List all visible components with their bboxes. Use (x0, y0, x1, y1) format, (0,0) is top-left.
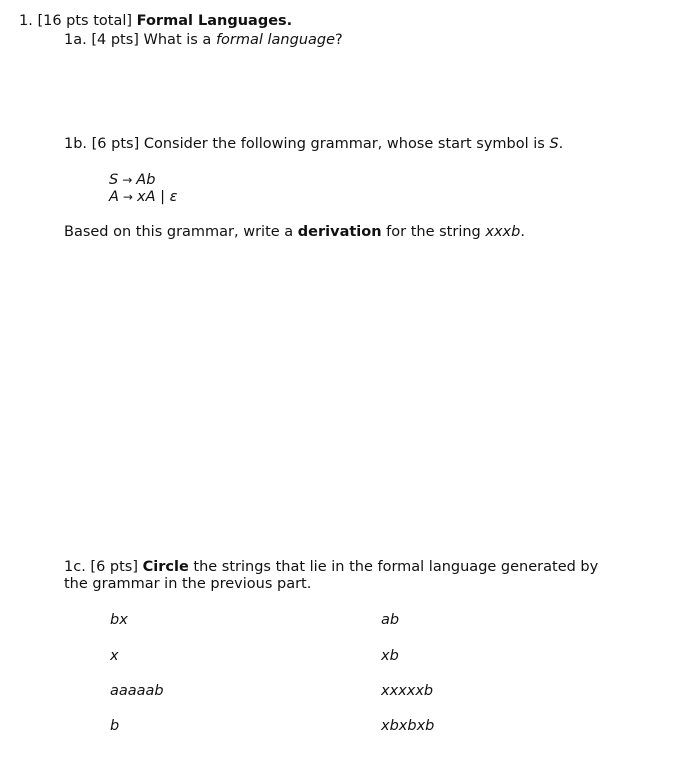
q1a-text: What is a (143, 32, 212, 48)
option-string[interactable]: xb (381, 648, 399, 664)
q1c-label: 1c. [6 pts] (64, 559, 139, 575)
instruction-text: Based on this grammar, write a (64, 224, 294, 240)
q1b-label: 1b. [6 pts] (64, 136, 140, 152)
question-1c (64, 558, 598, 576)
q1b-period: . (558, 136, 564, 152)
grammar-rhs: Ab (136, 172, 156, 188)
question-points: [16 pts total] (37, 13, 133, 29)
q1b-start-symbol: S (549, 136, 559, 152)
q1c-line2: the grammar in the previous part. (64, 576, 312, 592)
grammar-rule (109, 189, 177, 206)
option-string[interactable]: x (110, 648, 119, 664)
instruction-bold: derivation (297, 224, 382, 240)
instruction-mid: for the string (386, 224, 481, 240)
question-1-heading (19, 12, 292, 30)
q1a-label: 1a. [4 pts] (64, 32, 139, 48)
arrow-icon: → (122, 190, 133, 204)
option-string[interactable]: xbxbxb (381, 718, 435, 734)
option-string[interactable]: aaaaab (110, 683, 164, 699)
question-title: Formal Languages. (136, 13, 293, 29)
grammar-rhs: xA | ε (136, 189, 178, 205)
option-string[interactable]: ab (381, 612, 400, 628)
question-number: 1. (19, 13, 33, 29)
option-string[interactable]: b (110, 718, 120, 734)
q1a-emphasis: formal language (215, 32, 336, 48)
instruction-end: . (520, 224, 525, 240)
q1a-question-mark: ? (335, 32, 343, 48)
option-string[interactable]: bx (110, 612, 128, 628)
q1c-bold: Circle (142, 559, 189, 575)
q1c-line1: the strings that lie in the formal language generated by (193, 559, 599, 575)
question-1a (64, 31, 343, 49)
option-string[interactable]: xxxxxb (381, 683, 434, 699)
grammar-rule (109, 172, 155, 189)
grammar-lhs: A (109, 189, 119, 205)
instruction-string: xxxb (485, 224, 521, 240)
q1b-text: Consider the following grammar, whose start symbol is (143, 136, 545, 152)
arrow-icon: → (122, 173, 133, 187)
q1b-instruction (64, 223, 525, 241)
grammar-lhs: S (109, 172, 119, 188)
question-1b (64, 135, 563, 153)
